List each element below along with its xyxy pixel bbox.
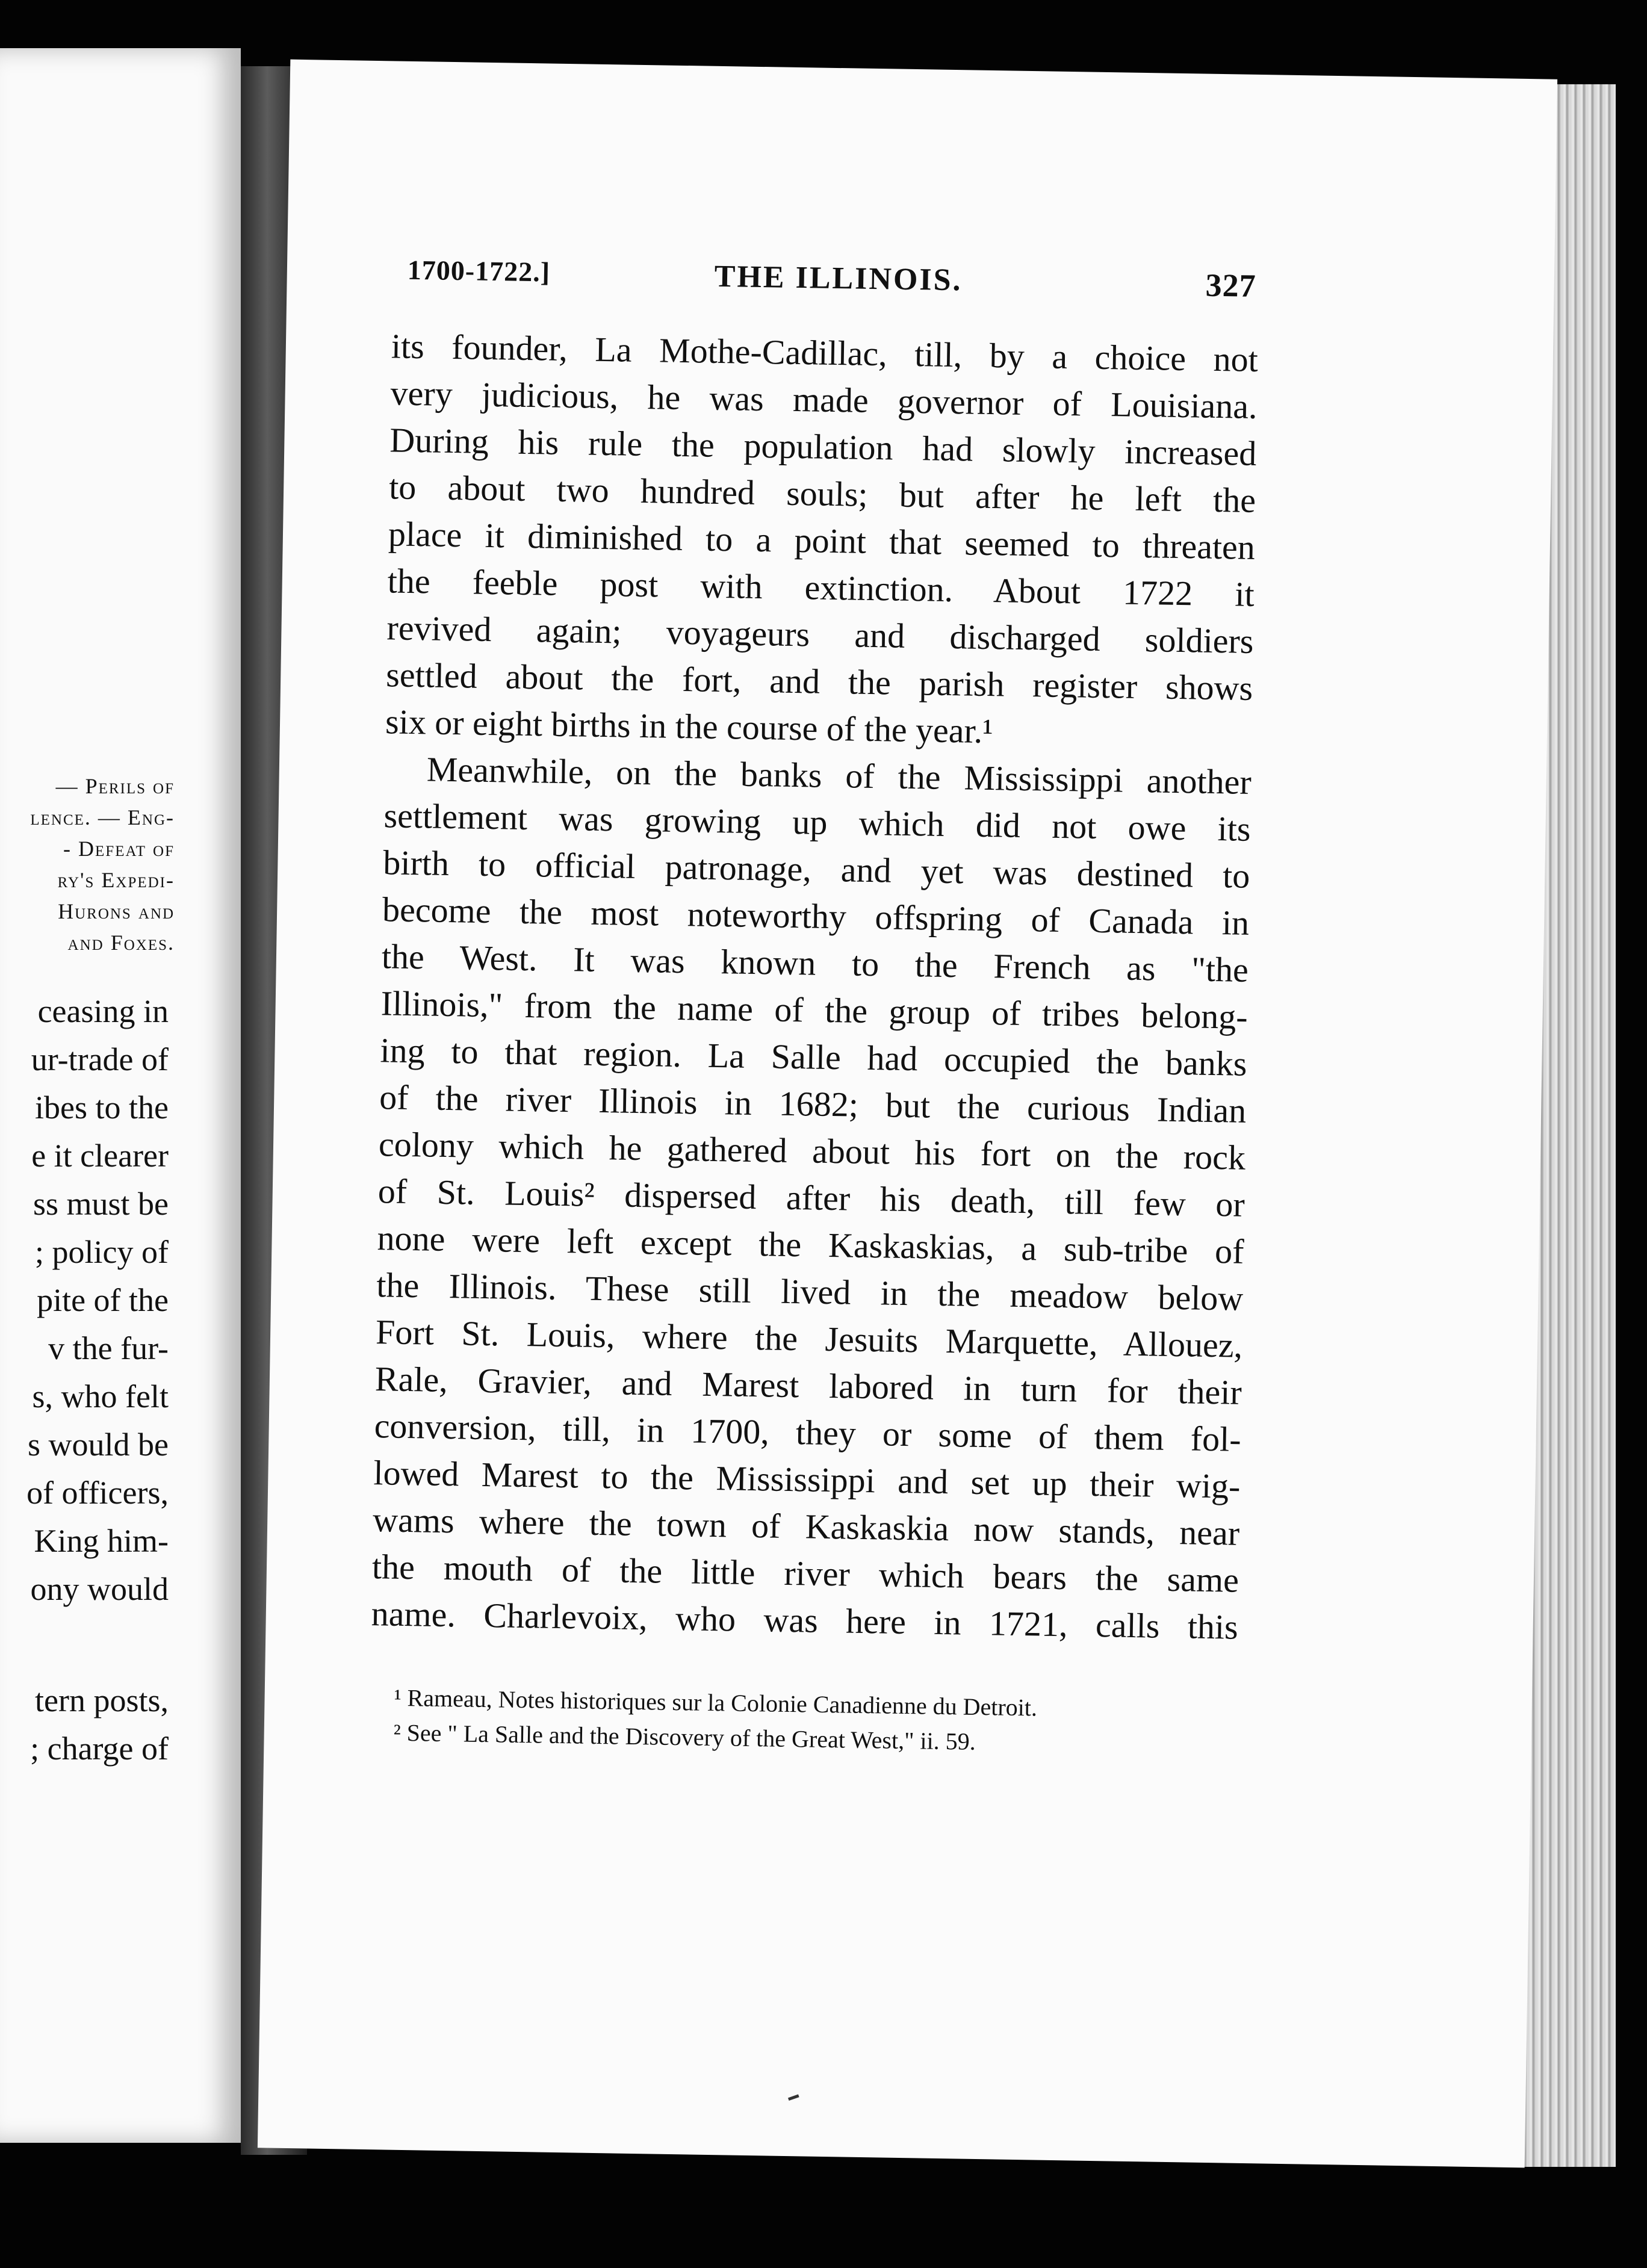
text-line: ss must be [33,1186,169,1222]
text-line: ing to that region. La Salle had occupied the banks [380,1030,1247,1083]
text-line: of the river Illinois in 1682; but the curious Indian [379,1077,1247,1130]
text-line: the feeble post with extinction. About 1722 it [387,561,1255,614]
footnotes [393,1681,1237,1764]
text-line: e it clearer [31,1138,169,1174]
text-line: Fort St. Louis, where the Jesuits Marquette, Allouez, [375,1312,1243,1365]
text-line: Meanwhile, on the banks of the Mississippi another [426,749,1252,802]
text-line: none were left except the Kaskaskias, a sub-tribe of [377,1218,1244,1271]
text-line: revived again; voyageurs and discharged soldiers [386,608,1254,661]
text-line: pite of the [37,1282,169,1318]
text-line: settlement was growing up which did not owe its [383,796,1252,849]
summary-line: lence. — Eng- [30,805,175,829]
text-line: s, who felt [32,1378,169,1414]
text-line: become the most noteworthy offspring of Canada in [382,890,1250,943]
running-head [407,254,1256,315]
text-line: During his rule the population had slowly increased [389,420,1257,473]
text-line: ceasing in [37,993,169,1029]
text-line: lowed Marest to the Mississippi and set up their wig- [373,1453,1241,1506]
text-line: settled about the fort, and the parish register shows [385,655,1253,708]
text-line: six or eight births in the course of the year.¹ [385,702,994,751]
summary-line: and Foxes. [67,931,175,955]
running-head-date-range: 1700-1722.] [407,254,551,288]
facing-page-text [0,987,169,1613]
facing-page-text-lower [0,1676,169,1773]
text-line: its founder, La Mothe-Cadillac, till, by a choice not [391,326,1259,379]
text-line: ony would [30,1571,169,1607]
running-head-title: THE ILLINOIS. [714,259,963,298]
text-line: place it diminished to a point that seemed to threaten [388,514,1256,567]
summary-line: - Defeat of [63,837,175,861]
text-line: v the fur- [48,1330,169,1366]
footnote: ¹ Rameau, Notes historiques sur la Colonie Canadienne du Detroit. [394,1684,1038,1721]
text-line: of St. Louis² dispersed after his death, till few or [377,1171,1245,1224]
text-line: wams where the town of Kaskaskia now stands, near [372,1500,1240,1553]
text-line: conversion, till, in 1700, they or some of them fol- [374,1406,1242,1459]
text-line: the Illinois. These still lived in the meadow below [376,1265,1244,1318]
text-line: colony which he gathered about his fort on the rock [378,1124,1246,1177]
text-line: ; charge of [30,1730,169,1767]
body-text [371,323,1258,1650]
facing-page [0,48,241,2143]
text-line: the mouth of the little river which bears the same [371,1547,1239,1600]
summary-line: Hurons and [58,899,175,923]
text-line: King him- [34,1523,169,1559]
page-number: 327 [1205,267,1257,304]
text-line: name. Charlevoix, who was here in 1721, calls this [371,1594,1239,1647]
text-line: very judicious, he was made governor of Louisiana. [390,373,1258,426]
text-line: s would be [28,1427,169,1463]
text-line: of officers, [26,1475,169,1511]
text-line: tern posts, [35,1682,169,1718]
text-line: to about two hundred souls; but after he left the [388,467,1256,520]
text-line: Rale, Gravier, and Marest labored in turn for their [374,1359,1242,1412]
summary-line: — Perils of [55,774,175,798]
text-line: ur-trade of [31,1041,169,1077]
text-line: ; policy of [35,1234,169,1270]
footnote: ² See " La Salle and the Discovery of the Great West," ii. 59. [393,1718,976,1755]
facing-page-chapter-summary [0,770,175,958]
book-page [258,60,1557,2168]
text-line: ibes to the [35,1089,169,1126]
text-line: Illinois," from the name of the group of tribes belong- [380,984,1248,1036]
text-line: the West. It was known to the French as "the [381,937,1249,990]
summary-line: ry's Expedi- [57,868,175,892]
page-mark [788,2094,799,2101]
text-line: birth to official patronage, and yet was destined to [382,843,1250,896]
